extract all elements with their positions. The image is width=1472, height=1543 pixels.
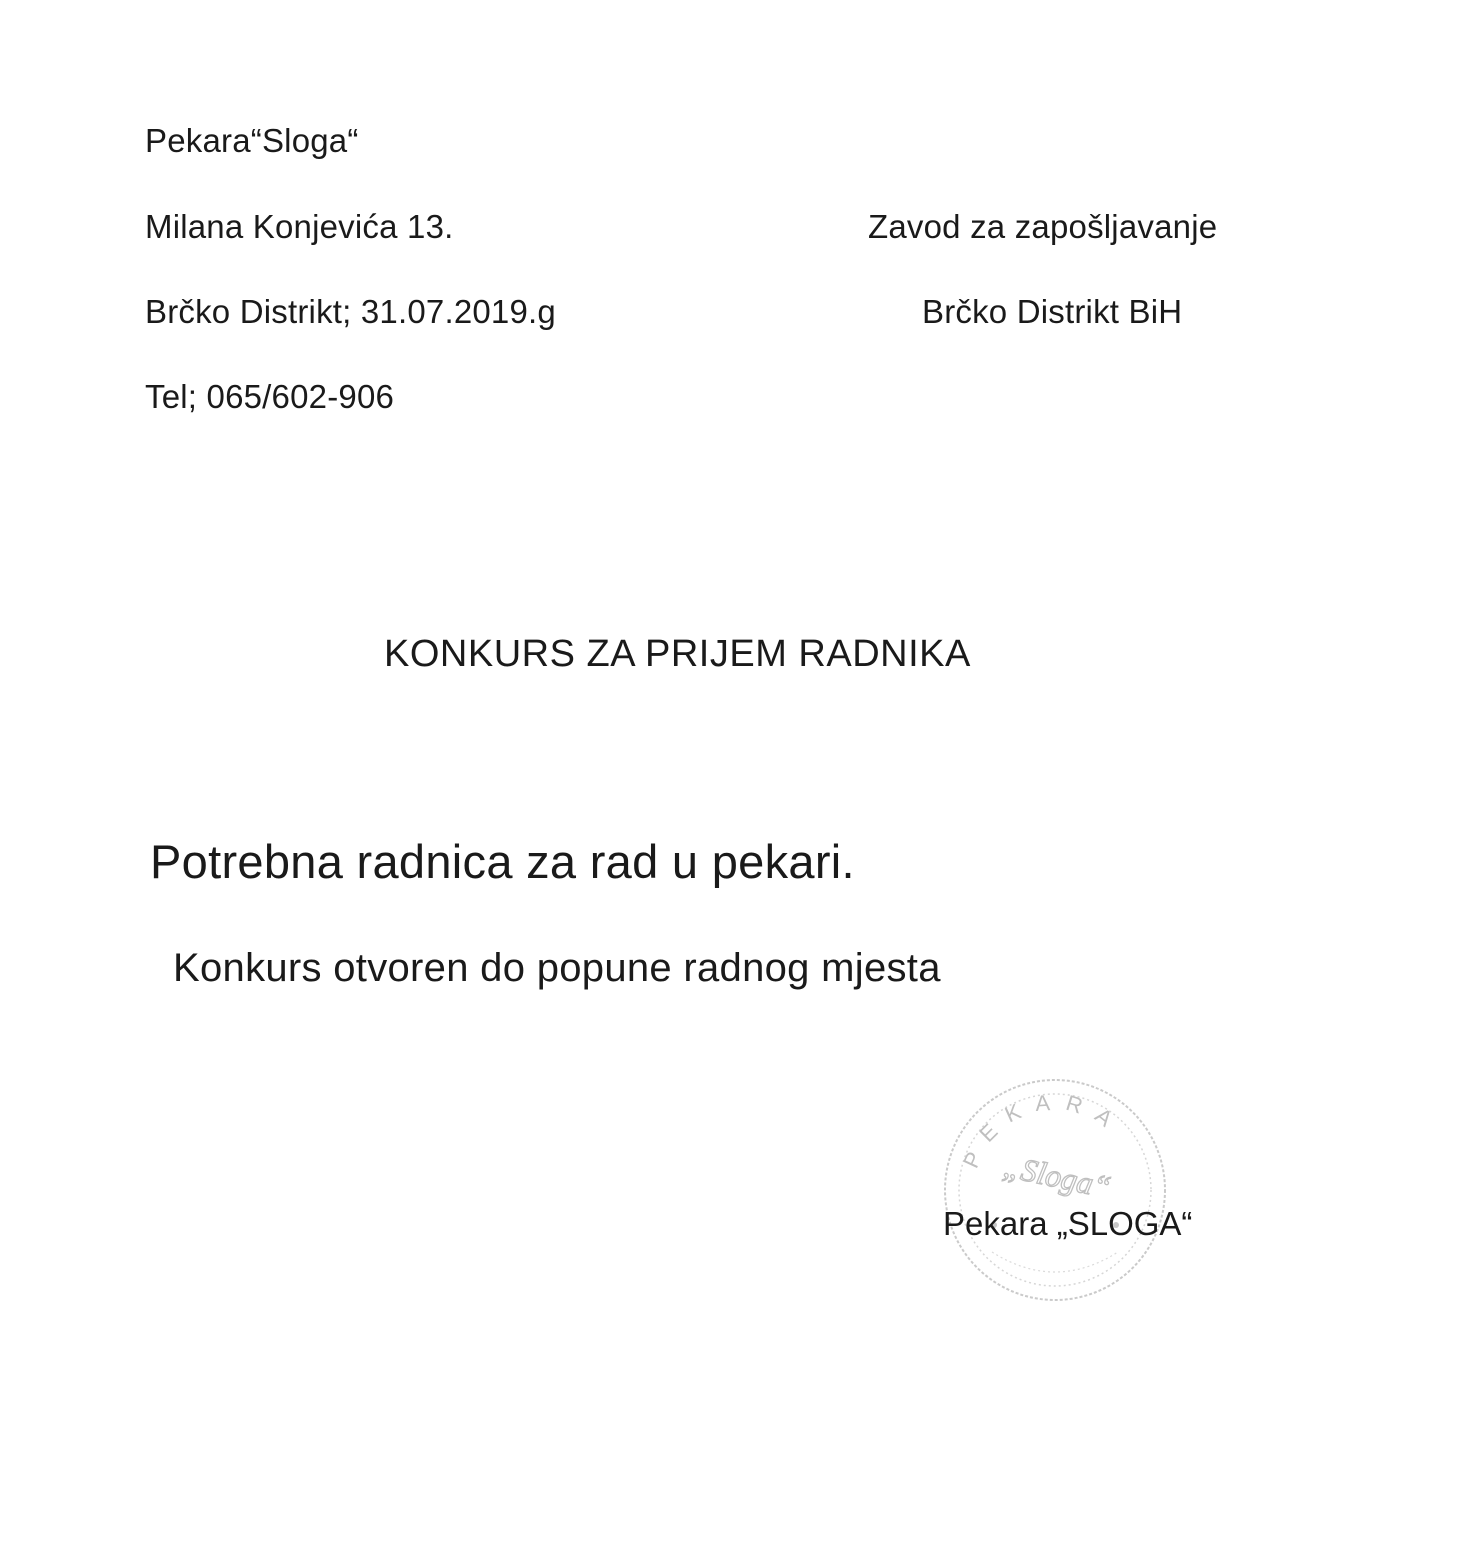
stamp-center-text: „Sloga“ xyxy=(1000,1147,1115,1206)
sender-place-date: Brčko Distrikt; 31.07.2019.g xyxy=(145,293,556,330)
document-title: KONKURS ZA PRIJEM RADNIKA xyxy=(384,633,971,675)
main-announcement: Potrebna radnica za rad u pekari. xyxy=(150,835,855,888)
sender-address: Milana Konjevića 13. xyxy=(145,208,454,245)
stamp-top-text: PEKARA xyxy=(958,1089,1129,1172)
recipient-name: Zavod za zapošljavanje xyxy=(868,208,1218,245)
sender-name: Pekara“Sloga“ xyxy=(145,122,359,159)
sub-announcement: Konkurs otvoren do popune radnog mjesta xyxy=(173,946,941,990)
stamp-bottom-arc xyxy=(992,1252,1118,1272)
company-stamp xyxy=(942,1077,1168,1303)
signature-company: Pekara „SLOGA“ xyxy=(943,1205,1193,1242)
sender-phone: Tel; 065/602-906 xyxy=(145,378,395,415)
recipient-place: Brčko Distrikt BiH xyxy=(922,293,1183,330)
